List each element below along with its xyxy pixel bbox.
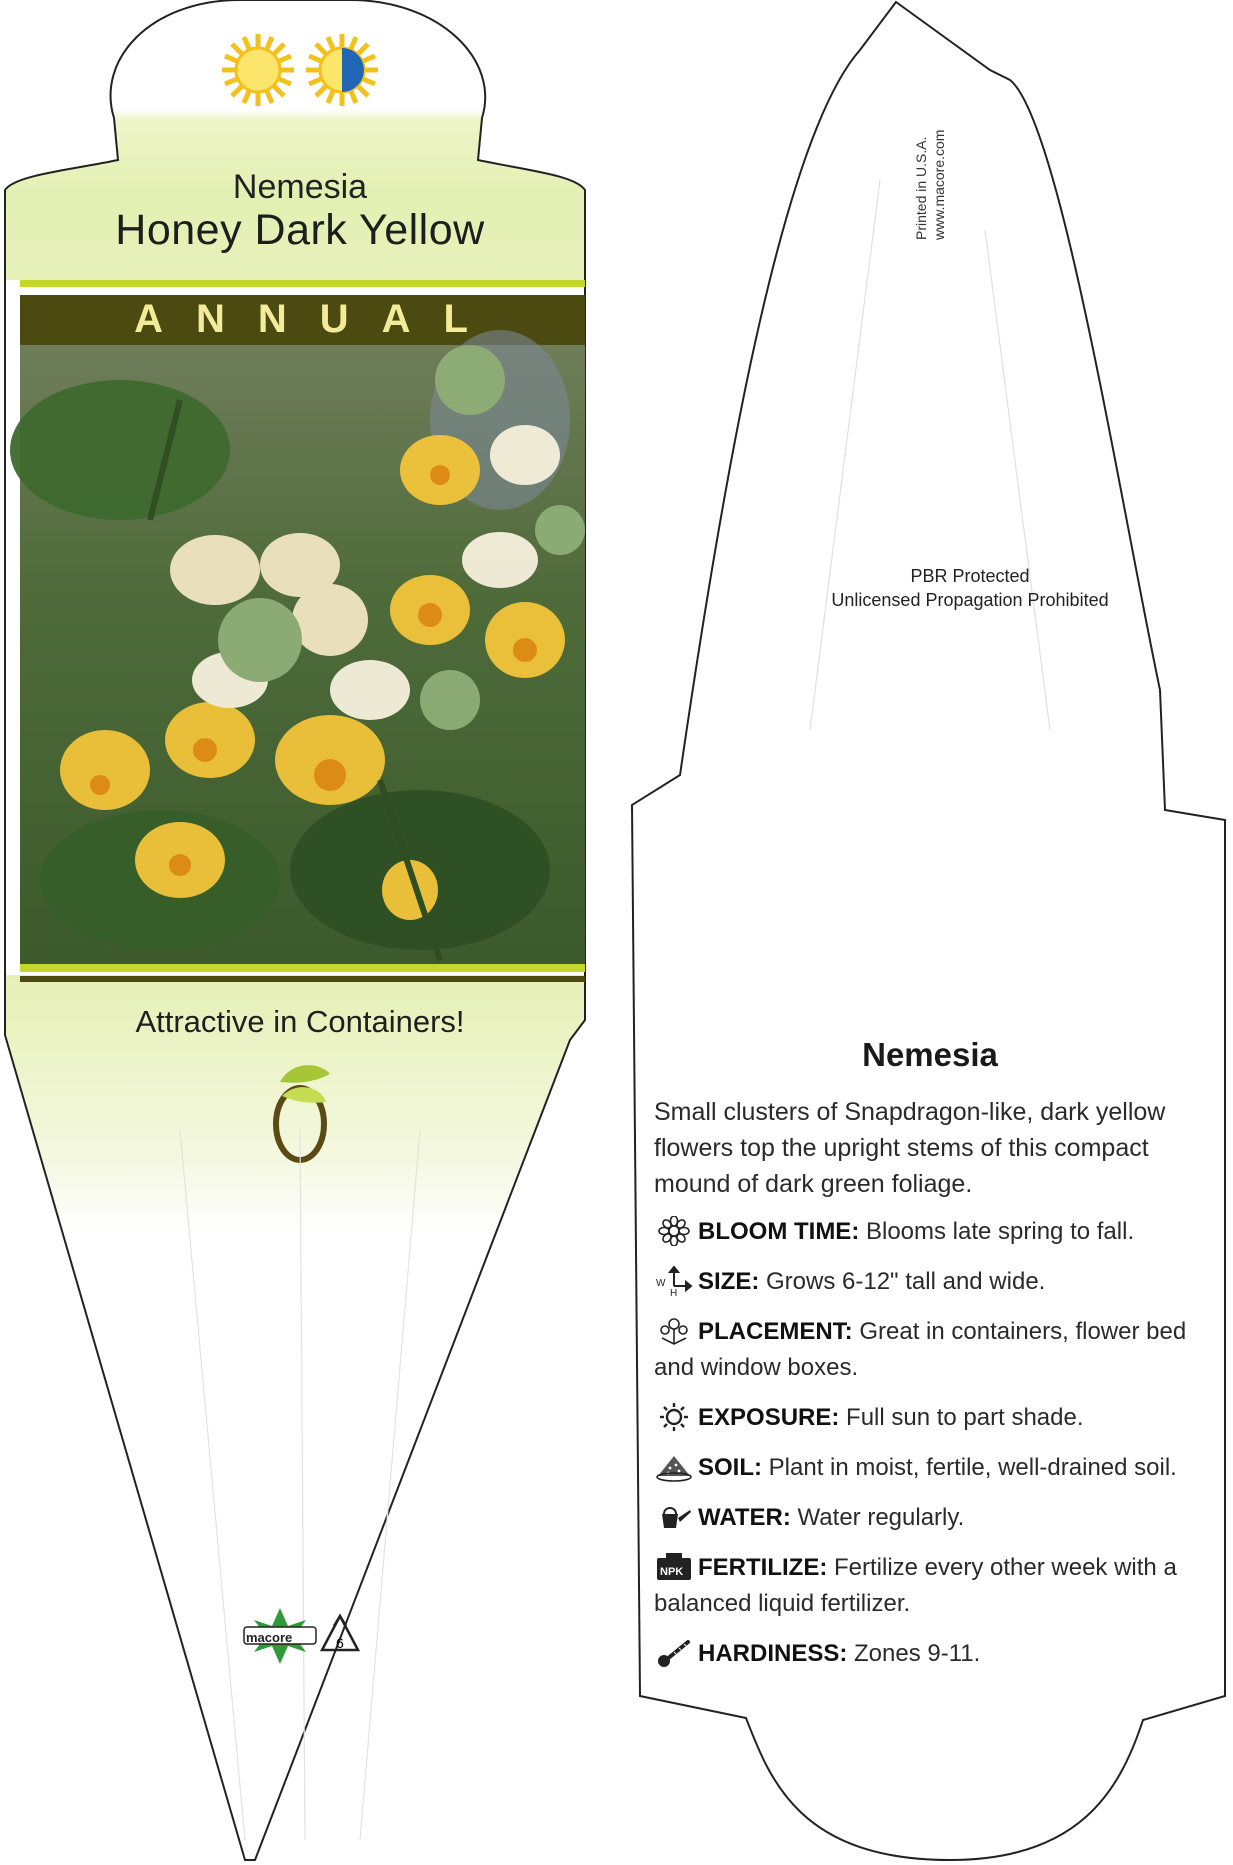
svg-text:NPK: NPK xyxy=(660,1566,684,1578)
website: www.macore.com xyxy=(931,129,947,240)
back-title: Nemesia xyxy=(862,1036,998,1073)
npk-icon xyxy=(654,1552,694,1582)
part-shade-icon xyxy=(306,34,378,106)
pbr-line-2: Unlicensed Propagation Prohibited xyxy=(831,590,1109,610)
size-row: W H SIZE: Grows 6-12" tall and wide. xyxy=(654,1264,1222,1300)
pbr-line-1: PBR Protected xyxy=(910,566,1030,586)
soil-row: SOIL: Plant in moist, fertile, well-drained soil. xyxy=(654,1450,1222,1486)
bloom-time-row: BLOOM TIME: Blooms late spring to fall. xyxy=(654,1214,1222,1250)
water-row: WATER: Water regularly. xyxy=(654,1500,1222,1536)
svg-text:6: 6 xyxy=(336,1635,344,1651)
plant-description: Small clusters of Snapdragon-like, dark yellow flowers top the upright stems of this compact mound of dark green foliage. xyxy=(654,1098,1166,1198)
watering-can-icon xyxy=(654,1502,694,1532)
category-band: ANNUAL xyxy=(134,297,501,341)
hardiness-row: HARDINESS: Zones 9-11. xyxy=(654,1636,1222,1672)
variety-title: Honey Dark Yellow xyxy=(115,206,485,254)
exposure-row: EXPOSURE: Full sun to part shade. xyxy=(654,1400,1222,1436)
soil-icon xyxy=(654,1452,694,1482)
tagline: Attractive in Containers! xyxy=(135,1004,465,1039)
care-list xyxy=(654,1214,1222,1672)
svg-text:H: H xyxy=(670,1288,678,1296)
printed-info xyxy=(912,90,952,240)
pbr-notice xyxy=(760,564,1180,612)
full-sun-icon xyxy=(222,34,294,106)
sun-icon xyxy=(654,1402,694,1432)
brand-name: macore xyxy=(246,1630,293,1645)
brand-wordmark xyxy=(242,1625,322,1649)
size-icon xyxy=(654,1266,694,1296)
genus-title: Nemesia xyxy=(232,168,368,206)
placement-row: PLACEMENT: Great in containers, flower bed and window boxes. xyxy=(654,1318,1187,1381)
svg-text:W: W xyxy=(656,1278,666,1289)
printed-label: Printed in U.S.A. xyxy=(913,136,929,240)
recycle-code xyxy=(326,1624,356,1654)
placement-icon xyxy=(654,1316,694,1346)
thermometer-icon xyxy=(654,1638,694,1668)
fertilize-row: NPK FERTILIZE: Fertilize every other week with a balanced liquid fertilizer. xyxy=(654,1554,1177,1617)
flower-icon xyxy=(654,1216,694,1246)
